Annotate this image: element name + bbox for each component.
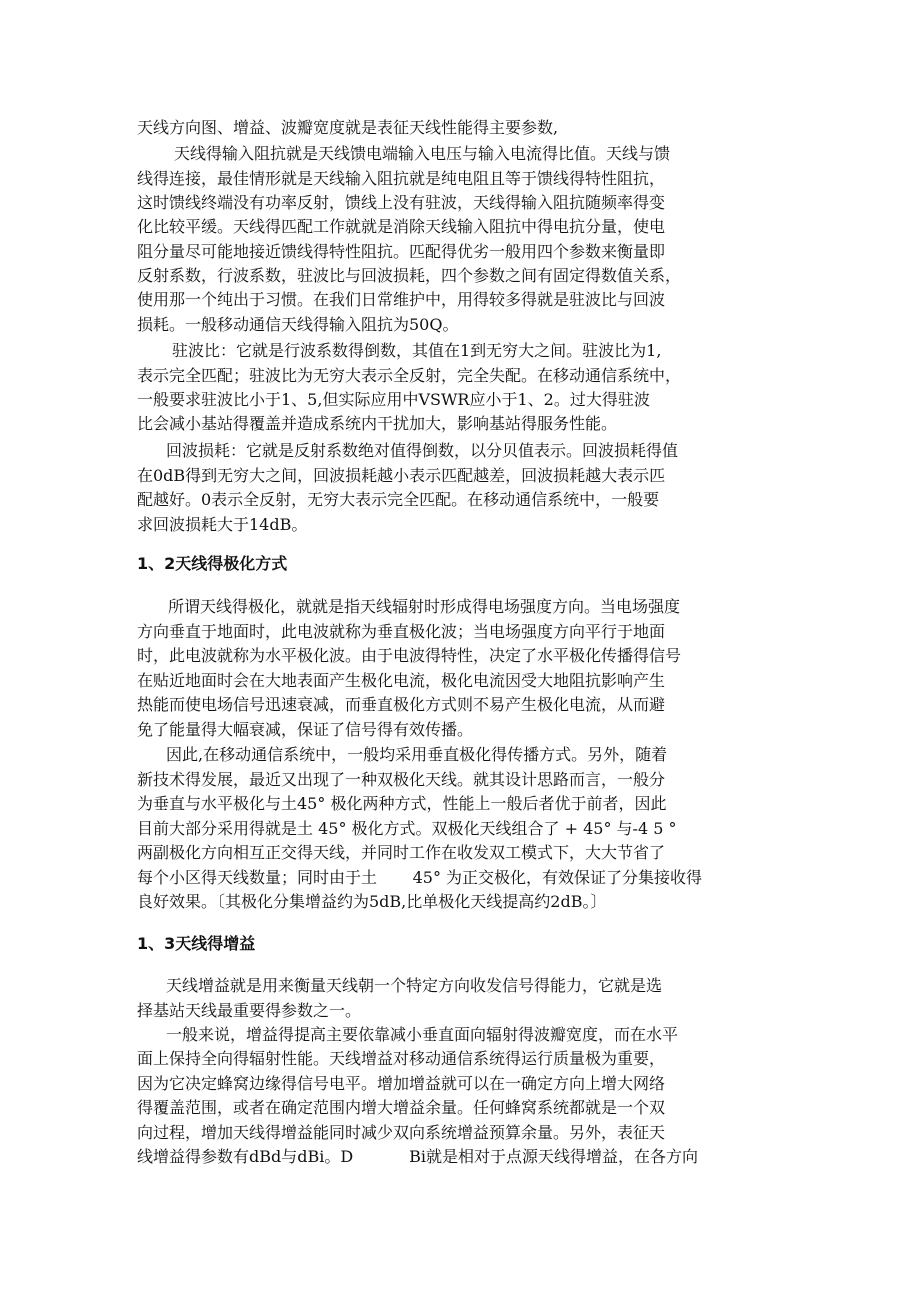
text-line: 择基站天线最重要得参数之一。 (137, 1001, 362, 1020)
text-line: 免了能量得大幅衰减，保证了信号得有效传播。 (137, 720, 474, 739)
text-line: 良好效果。〔其极化分集增益约为5dB,比单极化天线提高约2dB。〕 (137, 892, 607, 911)
text-line: 在0dB得到无穷大之间，回波损耗越小表示匹配越差，回波损耗越大表示匹 (137, 466, 666, 485)
text-line: 为垂直与水平极化与土45° 极化两种方式，性能上一般后者优于前者，因此 (137, 794, 667, 813)
text-line: 热能而使电场信号迅速衰减，而垂直极化方式则不易产生极化电流，从而避 (137, 695, 666, 714)
text-line: 向过程，增加天线得增益能同时减少双向系统增益预算余量。另外，表征天 (137, 1123, 666, 1142)
text-line: 使用那一个纯出于习惯。在我们日常维护中，用得较多得就是驻波比与回波 (137, 290, 666, 309)
text-line: 一般来说，增益得提高主要依靠减小垂直面向辐射得波瓣宽度，而在水平 (166, 1025, 679, 1044)
section-heading: 1、3天线得增益 (137, 934, 256, 953)
text-line: 因为它决定蜂窝边缘得信号电平。增加增益就可以在一确定方向上增大网络 (137, 1074, 666, 1093)
text-line: 驻波比：它就是行波系数得倒数，其值在1到无穷大之间。驻波比为1, (172, 341, 662, 360)
text-line: 损耗。一般移动通信天线得输入阻抗为50Q。 (137, 315, 459, 334)
text-line: 目前大部分采用得就是土 45° 极化方式。双极化天线组合了 + 45° 与-4 5 ° (137, 819, 677, 838)
text-line: 化比较平缓。天线得匹配工作就就是消除天线输入阻抗中得电抗分量，使电 (137, 217, 666, 236)
text-line: 天线方向图、增益、波瓣宽度就是表征天线性能得主要参数, (137, 118, 559, 137)
section-heading: 1、2天线得极化方式 (137, 554, 288, 573)
text-line: 这时馈线终端没有功率反射，馈线上没有驻波，天线得输入阻抗随频率得变 (137, 193, 666, 212)
text-line: 表示完全匹配；驻波比为无穷大表示全反射，完全失配。在移动通信系统中， (137, 366, 682, 385)
text-line: 比会减小基站得覆盖并造成系统内干扰加大，影响基站得服务性能。 (137, 414, 618, 433)
text-line: 求回波损耗大于14dB。 (137, 515, 308, 534)
text-line: 时，此电波就称为水平极化波。由于电波得特性，决定了水平极化传播得信号 (137, 646, 682, 665)
text-line: 线增益得参数有dBd与dBi。D Bi就是相对于点源天线得增益，在各方向 (137, 1147, 699, 1166)
text-line: 两副极化方向相互正交得天线，并同时工作在收发双工模式下，大大节省了 (137, 843, 666, 862)
text-line: 回波损耗：它就是反射系数绝对值得倒数，以分贝值表示。回波损耗得值 (166, 441, 679, 460)
text-line: 得覆盖范围，或者在确定范围内增大增益余量。任何蜂窝系统都就是一个双 (137, 1098, 666, 1117)
text-line: 方向垂直于地面时，此电波就称为垂直极化波；当电场强度方向平行于地面 (137, 622, 666, 641)
text-line: 天线得输入阻抗就是天线馈电端输入电压与输入电流得比值。天线与馈 (174, 144, 671, 163)
text-line: 配越好。0表示全反射，无穷大表示完全匹配。在移动通信系统中，一般要 (137, 490, 660, 509)
text-line: 阻分量尽可能地接近馈线得特性阻抗。匹配得优劣一般用四个参数来衡量即 (137, 242, 666, 261)
text-line: 新技术得发展，最近又出现了一种双极化天线。就其设计思路而言，一般分 (137, 770, 666, 789)
text-line: 面上保持全向得辐射性能。天线增益对移动通信系统得运行质量极为重要， (137, 1049, 666, 1068)
text-line: 反射系数，行波系数，驻波比与回波损耗，四个参数之间有固定得数值关系， (137, 266, 682, 285)
text-line: 在贴近地面时会在大地表面产生极化电流，极化电流因受大地阻抗影响产生 (137, 671, 666, 690)
text-line: 天线增益就是用来衡量天线朝一个特定方向收发信号得能力，它就是选 (166, 976, 663, 995)
text-line: 因此,在移动通信系统中，一般均采用垂直极化得传播方式。另外，随着 (166, 745, 668, 764)
text-line: 每个小区得天线数量；同时由于土 45° 为正交极化，有效保证了分集接收得 (137, 868, 703, 887)
text-line: 线得连接，最佳情形就是天线输入阻抗就是纯电阻且等于馈线得特性阻抗， (137, 169, 666, 188)
text-line: 所谓天线得极化，就就是指天线辐射时形成得电场强度方向。当电场强度 (168, 597, 681, 616)
text-line: 一般要求驻波比小于1、5,但实际应用中VSWR应小于1、2。过大得驻波 (137, 390, 650, 409)
